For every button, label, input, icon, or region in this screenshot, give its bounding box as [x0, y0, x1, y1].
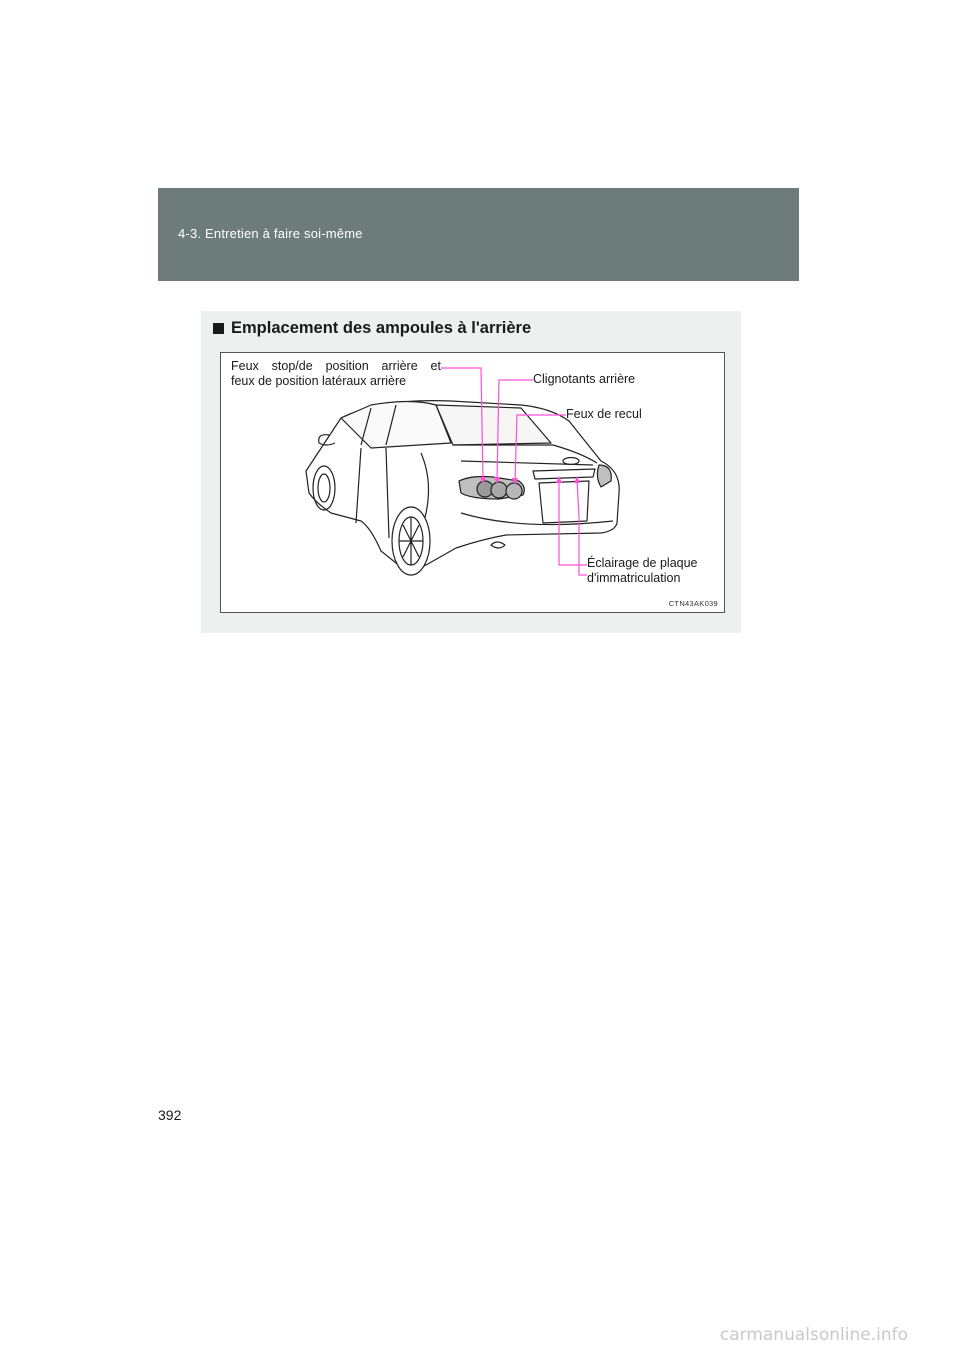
figure-code: CTN43AK039 [668, 599, 718, 608]
page-number: 392 [158, 1107, 182, 1123]
info-panel [201, 311, 741, 633]
label-plate-light: Éclairage de plaque [587, 556, 698, 570]
label-reverse-lights: Feux de recul [566, 407, 642, 421]
rear-bulb-figure [220, 352, 725, 613]
label-side-position-lights: feux de position latéraux arrière [231, 374, 407, 388]
section-title: Emplacement des ampoules à l'arrière [231, 319, 532, 337]
section-heading [213, 319, 531, 338]
section-label: 4-3. Entretien à faire soi-même [178, 226, 363, 241]
label-stop-lights: Feux stop/de position arrière et [231, 359, 441, 373]
watermark: carmanualsonline.info [719, 1325, 908, 1345]
chapter-header-band [158, 188, 799, 281]
label-plate-light-line2: d'immatriculation [587, 571, 681, 585]
label-rear-turn-signals: Clignotants arrière [533, 372, 636, 386]
square-bullet-icon [213, 323, 224, 334]
